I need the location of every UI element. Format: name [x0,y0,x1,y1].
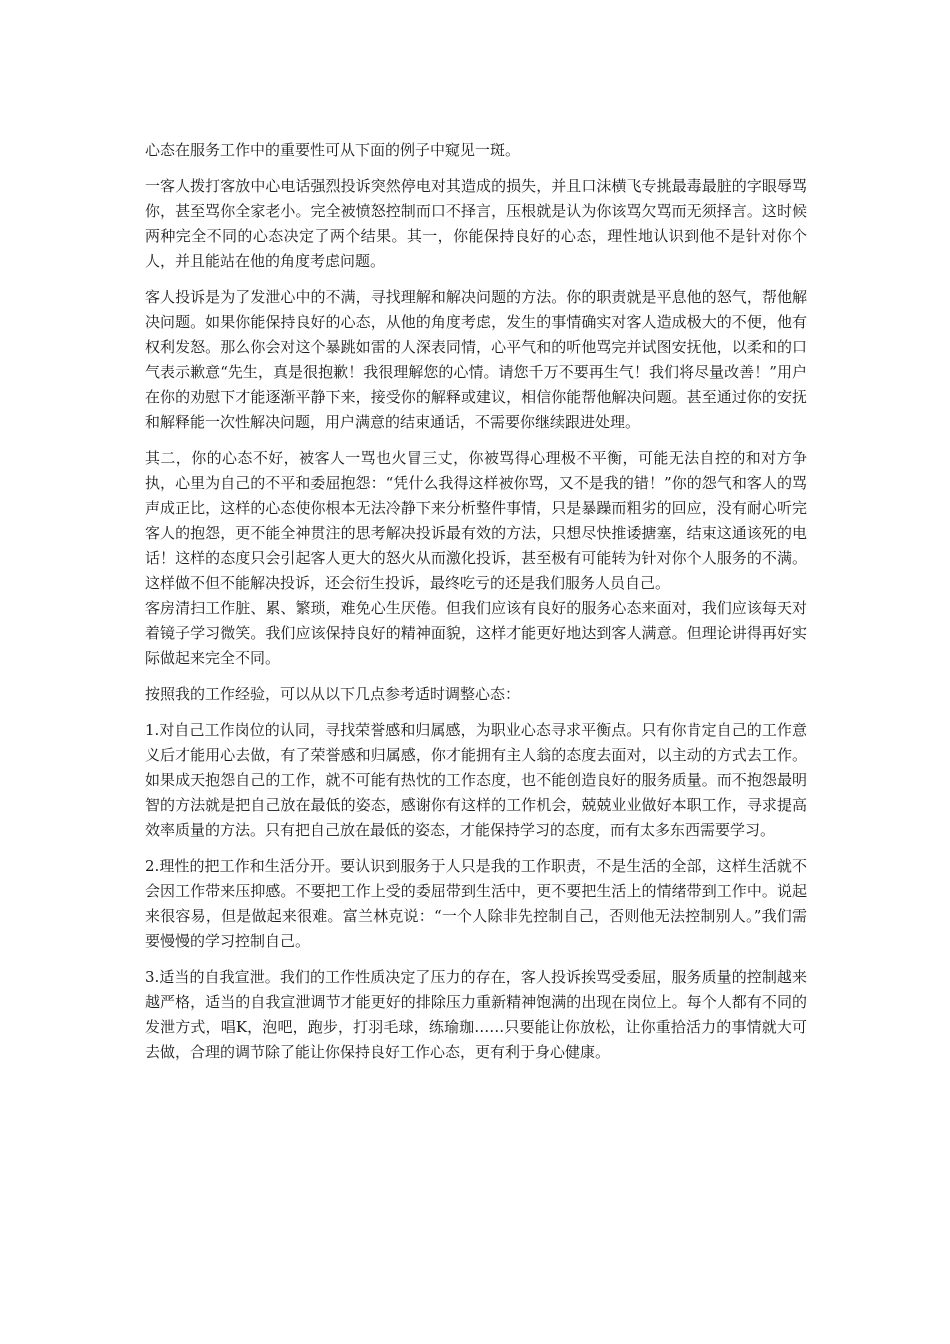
paragraph-point-2: 2.理性的把工作和生活分开。要认识到服务于人只是我的工作职责，不是生活的全部，这样生活就不会因工作带来压抑感。不要把工作上受的委屈带到生活中，更不要把生活上的情绪带到工作中。说起来很容易，但是做起来很难。富兰林克说：“一个人除非先控制自己，否则他无法控制别人。”我们需要慢慢的学习控制自己。 [145,857,807,950]
paragraph-adjust-intro: 按照我的工作经验，可以从以下几点参考适时调整心态： [145,685,521,703]
paragraph-point-1: 1.对自己工作岗位的认同，寻找荣誉感和归属感，为职业心态寻求平衡点。只有你肯定自己的工作意义后才能用心去做，有了荣誉感和归属感，你才能拥有主人翁的态度去面对，以主动的方式去工作。如果成天抱怨自己的工作，就不可能有热忱的工作态度，也不能创造良好的服务质量。而不抱怨最明智的方法就是把自己放在最低的姿态，感谢你有这样的工作机会，兢兢业业做好本职工作，寻求提高效率质量的方法。只有把自己放在最低的姿态，才能保持学习的态度，而有太多东西需要学习。 [145,721,807,839]
paragraph-point-3: 3.适当的自我宣泄。我们的工作性质决定了压力的存在，客人投诉挨骂受委屈，服务质量的控制越来越严格，适当的自我宣泄调节才能更好的排除压力重新精神饱满的出现在岗位上。每个人都有不同的发泄方式，唱K，泡吧，跑步，打羽毛球，练瑜珈……只要能让你放松，让你重拾活力的事情就大可去做，合理的调节除了能让你保持良好工作心态，更有利于身心健康。 [145,968,807,1061]
paragraph-good-attitude: 客人投诉是为了发泄心中的不满，寻找理解和解决问题的方法。你的职责就是平息他的怒气，帮他解决问题。如果你能保持良好的心态，从他的角度考虑，发生的事情确实对客人造成极大的不便，他有权利发怒。那么你会对这个暴跳如雷的人深表同情，心平气和的听他骂完并试图安抚他，以柔和的口气表示歉意“先生，真是很抱歉！我很理解您的心情。请您千万不要再生气！我们将尽量改善！”用户在你的劝慰下才能逐渐平静下来，接受你的解释或建议，相信你能帮他解决问题。甚至通过你的安抚和解释能一次性解决问题，用户满意的结束通话，不需要你继续跟进处理。 [145,288,807,431]
paragraph-housekeeping: 客房清扫工作脏、累、繁琐，难免心生厌倦。但我们应该有良好的服务心态来面对，我们应该每天对着镜子学习微笑。我们应该保持良好的精神面貌，这样才能更好地达到客人满意。但理论讲得再好实际做起来完全不同。 [145,599,807,667]
document-body [145,138,807,1076]
paragraph-intro: 心态在服务工作中的重要性可从下面的例子中窥见一斑。 [145,141,521,159]
paragraph-bad-attitude: 其二，你的心态不好，被客人一骂也火冒三丈，你被骂得心理极不平衡，可能无法自控的和对方争执，心里为自己的不平和委屈抱怨：“凭什么我得这样被你骂，又不是我的错！”你的怨气和客人的骂声成正比，这样的心态使你根本无法冷静下来分析整件事情，只是暴躁而粗劣的回应，没有耐心听完客人的抱怨，更不能全神贯注的思考解决投诉最有效的方法，只想尽快推诿搪塞，结束这通该死的电话！这样的态度只会引起客人更大的怒火从而激化投诉，甚至极有可能转为针对你个人服务的不满。这样做不但不能解决投诉，还会衍生投诉，最终吃亏的还是我们服务人员自己。 [145,449,807,592]
paragraph-complaint-example: 一客人拨打客放中心电话强烈投诉突然停电对其造成的损失，并且口沫横飞专挑最毒最脏的字眼辱骂你，甚至骂你全家老小。完全被愤怒控制而口不择言，压根就是认为你该骂欠骂而无须择言。这时候两种完全不同的心态决定了两个结果。其一，你能保持良好的心态，理性地认识到他不是针对你个人，并且能站在他的角度考虑问题。 [145,177,807,270]
